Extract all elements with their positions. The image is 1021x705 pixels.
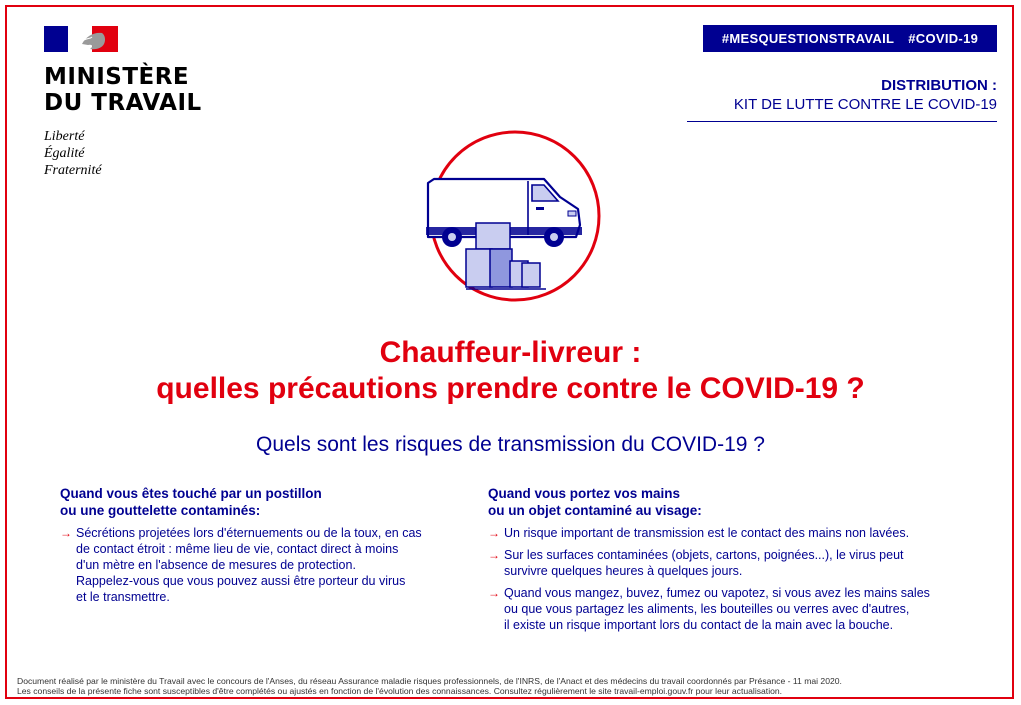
category-header (677, 76, 997, 122)
arrow-right-icon: → (488, 548, 500, 562)
motto-liberte: Liberté (44, 129, 85, 144)
ministry-logo (44, 26, 202, 179)
footer-line1: Document réalisé par le ministère du Travail avec le concours de l'Anses, du réseau Assurance maladie risques professionnels, de l'INRS, de l'Anact et des médecins du travail coordonnés par Présance - 11 mai 2020. (17, 676, 842, 686)
right-heading (488, 485, 968, 519)
list-item-line: de contact étroit : même lieu de vie, contact direct à moins (76, 542, 399, 556)
motto-fraternite: Fraternité (44, 163, 102, 178)
list-item (488, 585, 968, 633)
hashtag-banner (703, 25, 997, 52)
ministry-name (44, 64, 202, 116)
main-title-line1: Chauffeur-livreur : (379, 336, 642, 369)
left-heading-line1: Quand vous êtes touché par un postillon (60, 486, 322, 501)
category-subtitle: KIT DE LUTTE CONTRE LE COVID-19 (733, 96, 997, 113)
marianne-icon (80, 30, 106, 50)
category-divider (687, 121, 997, 122)
list-item (488, 547, 968, 579)
list-item-line: survivre quelques heures à quelques jours. (504, 564, 743, 578)
left-heading (60, 485, 460, 519)
delivery-van-with-boxes-icon (404, 127, 626, 305)
list-item-line: Sur les surfaces contaminées (objets, cartons, poignées...), le virus peut (504, 548, 904, 562)
hashtag-mesquestionstravail: #MESQUESTIONSTRAVAIL (721, 31, 895, 46)
right-column (488, 485, 968, 639)
footer-note (17, 676, 1007, 696)
section-subtitle: Quels sont les risques de transmission du COVID-19 ? (256, 433, 765, 456)
right-heading-line2: ou un objet contaminé au visage: (488, 503, 702, 518)
right-heading-line1: Quand vous portez vos mains (488, 486, 681, 501)
list-item-line: et le transmettre. (76, 590, 170, 604)
main-title-line2: quelles précautions prendre contre le COVID-19 ? (156, 372, 865, 405)
list-item-line: il existe un risque important lors du contact de la main avec la bouche. (504, 618, 894, 632)
republique-flag-icon (44, 26, 118, 52)
list-item-line: Quand vous mangez, buvez, fumez ou vapotez, si vous avez les mains sales (504, 586, 930, 600)
list-item (488, 525, 968, 541)
left-heading-line2: ou une gouttelette contaminés: (60, 503, 261, 518)
list-item-line: d'un mètre en l'absence de mesures de protection. (76, 558, 356, 572)
list-item-line: Sécrétions projetées lors d'éternuements ou de la toux, en cas (76, 526, 422, 540)
arrow-right-icon: → (60, 526, 72, 540)
left-column (60, 485, 460, 611)
motto (44, 128, 202, 179)
arrow-right-icon: → (488, 586, 500, 600)
list-item-line: Un risque important de transmission est le contact des mains non lavées. (504, 526, 910, 540)
ministry-name-line2: DU TRAVAIL (44, 90, 202, 116)
arrow-right-icon: → (488, 526, 500, 540)
hashtag-covid19: #COVID-19 (908, 31, 979, 46)
footer-line2: Les conseils de la présente fiche sont susceptibles d'être complétés ou ajustés en fonction de l'évolution des connaissances. Consultez régulièrement le site travail-emploi.gouv.fr pour leur actualisation. (17, 686, 783, 696)
list-item-line: ou que vous partagez les aliments, les bouteilles ou verres avec d'autres, (504, 602, 910, 616)
ministry-name-line1: MINISTÈRE (44, 64, 190, 90)
list-item-line: Rappelez-vous que vous pouvez aussi être porteur du virus (76, 574, 406, 588)
list-item (60, 525, 460, 605)
motto-egalite: Égalité (44, 146, 85, 161)
category-title: DISTRIBUTION : (881, 77, 997, 94)
